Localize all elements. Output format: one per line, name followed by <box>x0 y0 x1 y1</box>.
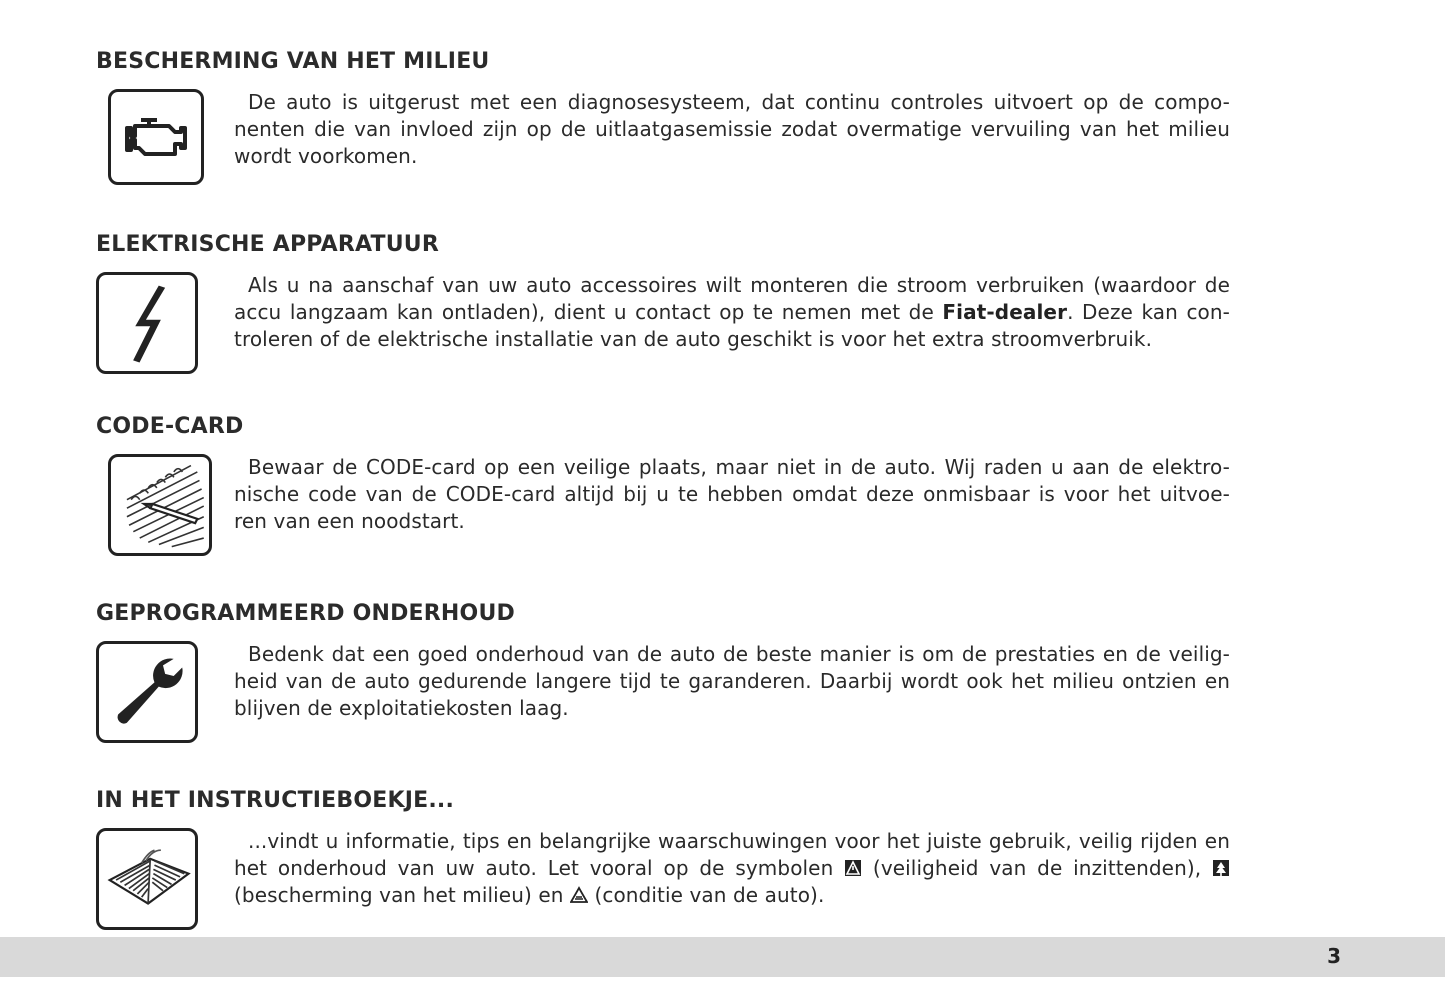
section-environment <box>96 47 1236 168</box>
notebook-pen-icon <box>108 454 212 556</box>
section-code-card <box>96 412 1236 533</box>
wrench-icon <box>96 641 198 743</box>
section-title-maintenance: GEPROGRAMMEERD ONDERHOUD <box>96 601 515 626</box>
page-number: 3 <box>1327 944 1341 968</box>
section-text-code-card: Bewaar de CODE-card op een veilige plaats, maar niet in de auto. Wij raden u aan de elektro- nische code van de CODE-card altijd bij u te hebben omdat deze onmisbaar is voor het uitvoe- ren van een noodstart. <box>234 455 1230 533</box>
open-book-icon <box>96 828 198 930</box>
manual-text-1: ...vindt u informatie, tips en belangrijke waarschuwingen voor het juiste gebruik, veilig rijden en het onderhoud van uw auto. Let vooral op de symbolen <box>234 829 1230 880</box>
environment-protection-icon <box>1212 859 1230 877</box>
electrical-text-before: Als u na aanschaf van uw auto accessoires wilt monteren die stroom verbruiken (waardoor de accu langzaam kan ontladen), dient u contact op te nemen met de <box>234 273 1230 324</box>
engine-icon <box>108 89 204 185</box>
lightning-icon <box>96 272 198 374</box>
section-title-environment: BESCHERMING VAN HET MILIEU <box>96 49 490 74</box>
section-title-code-card: CODE-CARD <box>96 414 244 439</box>
section-electrical <box>96 230 1236 351</box>
section-text-environment: De auto is uitgerust met een diagnosesysteem, dat continu controles uitvoert op de compo- nenten die van invloed zijn op de uitlaatgasemissie zodat overmatige vervuiling van het milieu wordt voorkomen. <box>234 90 1230 168</box>
vehicle-condition-icon <box>570 886 588 904</box>
page-footer <box>0 937 1445 977</box>
section-title-electrical: ELEKTRISCHE APPARATUUR <box>96 232 439 257</box>
section-maintenance <box>96 599 1236 720</box>
manual-text-3: (bescherming van het milieu) en <box>234 883 570 907</box>
section-text-manual <box>234 828 1230 909</box>
manual-text-2: (veiligheid van de inzittenden), <box>862 856 1212 880</box>
fiat-dealer-bold: Fiat-dealer <box>942 300 1068 324</box>
occupant-safety-icon <box>844 859 862 877</box>
manual-text-4: (conditie van de auto). <box>587 883 825 907</box>
section-title-manual: IN HET INSTRUCTIEBOEKJE... <box>96 788 455 813</box>
section-text-maintenance: Bedenk dat een goed onderhoud van de auto de beste manier is om de prestaties en de veilig- heid van de auto gedurende langere tijd te garanderen. Daarbij wordt ook het milieu ontzien en blijven de exploitatiekosten laag. <box>234 642 1230 720</box>
section-text-electrical <box>234 272 1230 353</box>
electrical-text-after: . Deze kan con- troleren of de elektrische installatie van de auto geschikt is voor het extra stroomverbruik. <box>234 300 1230 351</box>
section-manual <box>96 786 1236 907</box>
